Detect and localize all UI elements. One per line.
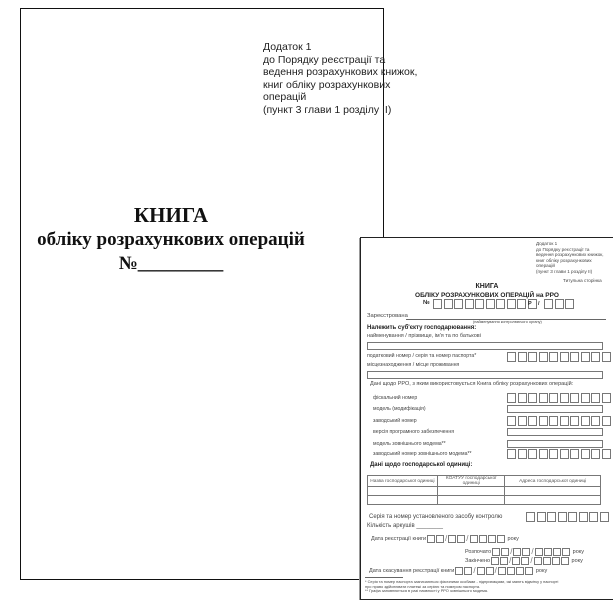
cover-subtitle: обліку розрахункових операцій: [37, 229, 305, 250]
date-digit-box[interactable]: [544, 548, 552, 556]
digit-box[interactable]: [549, 393, 558, 403]
date-slash: /: [510, 547, 513, 556]
footnote-divider: [365, 577, 403, 578]
date-slash: /: [473, 566, 476, 575]
digit-box[interactable]: [433, 299, 442, 309]
footnotes: [365, 580, 558, 594]
tax-number-label: податковий номер / серія та номер паспорта*: [367, 353, 477, 359]
date-digit-box[interactable]: [543, 557, 551, 565]
date-digit-box[interactable]: [525, 567, 533, 575]
digit-box[interactable]: [558, 512, 567, 522]
number-label: №: [423, 300, 430, 306]
digit-box[interactable]: [507, 416, 516, 426]
digit-box[interactable]: [465, 299, 474, 309]
digit-box[interactable]: [602, 449, 611, 459]
date-digit-box[interactable]: [501, 548, 509, 556]
appendix-line: книг обліку розрахункових: [263, 78, 391, 91]
digit-box[interactable]: [518, 352, 527, 362]
registered-label: Зареєстрована: [367, 313, 408, 319]
digit-box[interactable]: [518, 449, 527, 459]
digit-box[interactable]: [570, 416, 579, 426]
digit-box[interactable]: [581, 352, 590, 362]
table-header-row: [368, 476, 601, 487]
date-digit-box[interactable]: [436, 535, 444, 543]
footnote: про право здійснювати платежі за серією та номером паспорта.: [365, 583, 481, 589]
digit-box[interactable]: [570, 449, 579, 459]
sheets-label: Кількість аркушів ________: [367, 523, 444, 529]
cancel-date-label: Дата скасування реєстрації книги: [369, 567, 455, 574]
footnote: ** Графа заповнюється в разі наявності у РРО зовнішнього модема.: [365, 588, 489, 594]
year-label: року: [571, 557, 583, 564]
digit-box[interactable]: [518, 416, 527, 426]
date-digit-box[interactable]: [455, 567, 463, 575]
digit-box[interactable]: [454, 299, 463, 309]
date-slash: /: [530, 556, 533, 565]
date-digit-box[interactable]: [492, 548, 500, 556]
number-p: Р: [528, 301, 532, 307]
cover-number: №_________: [118, 253, 224, 274]
year-label: року: [507, 535, 519, 542]
location-field[interactable]: [367, 371, 603, 379]
page-label: Титульна сторінка: [563, 278, 602, 283]
digit-box[interactable]: [549, 416, 558, 426]
book-number-suffix-boxes[interactable]: [544, 299, 574, 309]
software-version-label: версія програмного забезпечення: [373, 429, 455, 435]
date-digit-box[interactable]: [479, 535, 487, 543]
digit-box[interactable]: [570, 393, 579, 403]
table-row[interactable]: [368, 496, 601, 505]
date-digit-box[interactable]: [448, 535, 456, 543]
digit-box[interactable]: [568, 512, 577, 522]
appendix-line: (пункт 3 глави 1 розділу II): [263, 103, 392, 116]
digit-box[interactable]: [486, 299, 495, 309]
owner-name-label: найменування / прізвище, ім'я та по батькові: [367, 333, 481, 339]
started-date[interactable]: [465, 547, 584, 556]
finished-label: Закінчено: [465, 557, 491, 564]
rro-heading: Дані щодо РРО, з яким використовується Книга обліку розрахункових операцій:: [370, 381, 574, 387]
control-series-label: Серія та номер установленого засобу контролю: [369, 514, 503, 520]
date-slash: /: [445, 534, 448, 543]
model-label: модель (модифікація): [373, 406, 426, 412]
digit-box[interactable]: [570, 352, 579, 362]
date-digit-box[interactable]: [488, 535, 496, 543]
digit-box[interactable]: [560, 352, 569, 362]
table-row[interactable]: [368, 487, 601, 496]
digit-box[interactable]: [528, 352, 537, 362]
date-digit-box[interactable]: [470, 535, 478, 543]
table-header: Адреса господарської одиниці: [505, 476, 601, 487]
fiscal-number-label: фіскальний номер: [373, 395, 418, 401]
digit-box[interactable]: [589, 512, 598, 522]
date-digit-box[interactable]: [498, 567, 506, 575]
appendix-line: ведення розрахункових книжок,: [263, 66, 418, 78]
tax-number-boxes[interactable]: [507, 352, 611, 362]
digit-box[interactable]: [591, 416, 600, 426]
date-digit-box[interactable]: [497, 535, 505, 543]
title-page: [360, 237, 613, 600]
digit-box[interactable]: [591, 393, 600, 403]
cancel-date[interactable]: [369, 566, 547, 575]
digit-box[interactable]: [539, 449, 548, 459]
year-label: року: [535, 567, 548, 574]
date-digit-box[interactable]: [562, 548, 570, 556]
digit-box[interactable]: [549, 449, 558, 459]
date-digit-box[interactable]: [553, 548, 561, 556]
date-digit-box[interactable]: [535, 548, 543, 556]
date-digit-box[interactable]: [522, 548, 530, 556]
date-digit-box[interactable]: [521, 557, 529, 565]
digit-box[interactable]: [602, 416, 611, 426]
modem-model-field[interactable]: [507, 440, 603, 448]
digit-box[interactable]: [526, 512, 535, 522]
digit-box[interactable]: [444, 299, 453, 309]
digit-box[interactable]: [517, 299, 526, 309]
digit-box[interactable]: [555, 299, 564, 309]
digit-box[interactable]: [528, 449, 537, 459]
reg-date[interactable]: [371, 534, 519, 543]
reg-date-label: Дата реєстрації книги: [371, 535, 427, 542]
digit-box[interactable]: [539, 352, 548, 362]
title-appendix: [536, 241, 604, 275]
software-version-field[interactable]: [507, 428, 603, 436]
digit-box[interactable]: [528, 416, 537, 426]
table-header: КОАТУУ господарської одиниці: [437, 476, 505, 487]
date-digit-box[interactable]: [534, 557, 542, 565]
digit-box[interactable]: [581, 393, 590, 403]
digit-box[interactable]: [565, 299, 574, 309]
serial-label: заводський номер: [373, 418, 417, 424]
finished-date[interactable]: [465, 556, 583, 565]
unit-heading: Дані щодо господарської одиниці:: [370, 462, 473, 468]
digit-box[interactable]: [507, 299, 516, 309]
control-series-boxes[interactable]: [526, 512, 609, 522]
date-digit-box[interactable]: [457, 535, 465, 543]
digit-box[interactable]: [528, 393, 537, 403]
appendix-line: Додаток 1: [536, 241, 558, 246]
appendix-line: до Порядку реєстрації та: [263, 53, 386, 66]
owner-heading: Належить суб'єкту господарювання:: [367, 325, 477, 331]
digit-box[interactable]: [475, 299, 484, 309]
digit-box[interactable]: [547, 512, 556, 522]
date-digit-box[interactable]: [491, 557, 499, 565]
date-digit-box[interactable]: [477, 567, 485, 575]
digit-box[interactable]: [560, 449, 569, 459]
digit-box[interactable]: [581, 416, 590, 426]
date-slash: /: [494, 566, 497, 575]
digit-box[interactable]: [544, 299, 553, 309]
digit-box[interactable]: [507, 393, 516, 403]
digit-box[interactable]: [560, 393, 569, 403]
digit-box[interactable]: [539, 393, 548, 403]
footnote: * Серія та номер паспорта зазначаються фізичними особами - підприємцями, які мають відмітку у паспорті: [365, 579, 559, 584]
modem-serial-label: заводський номер зовнішнього модема**: [373, 451, 472, 457]
digit-box[interactable]: [507, 352, 516, 362]
digit-box[interactable]: [600, 512, 609, 522]
digit-box[interactable]: [602, 393, 611, 403]
date-digit-box[interactable]: [513, 548, 521, 556]
digit-box[interactable]: [549, 352, 558, 362]
digit-box[interactable]: [591, 352, 600, 362]
model-field[interactable]: [507, 405, 603, 413]
date-slash: /: [509, 556, 512, 565]
unit-table: [367, 475, 601, 505]
subtitle: ОБЛІКУ РОЗРАХУНКОВИХ ОПЕРАЦІЙ на РРО: [415, 292, 559, 299]
started-label: Розпочато: [465, 548, 492, 555]
appendix-line: до Порядку реєстрації та: [536, 246, 590, 252]
appendix-line: ведення розрахункових книжок,: [536, 252, 604, 258]
date-slash: /: [466, 534, 469, 543]
digit-box[interactable]: [579, 512, 588, 522]
digit-box[interactable]: [507, 449, 516, 459]
appendix-line: операцій: [536, 263, 555, 269]
date-digit-box[interactable]: [464, 567, 472, 575]
cover-appendix: [263, 41, 417, 116]
digit-box[interactable]: [560, 416, 569, 426]
number-slash: /: [538, 301, 540, 307]
digit-box[interactable]: [602, 352, 611, 362]
book-number-boxes[interactable]: [433, 299, 537, 309]
digit-box[interactable]: [591, 449, 600, 459]
digit-box[interactable]: [518, 393, 527, 403]
digit-box[interactable]: [537, 512, 546, 522]
digit-box[interactable]: [496, 299, 505, 309]
digit-box[interactable]: [539, 416, 548, 426]
date-digit-box[interactable]: [500, 557, 508, 565]
date-digit-box[interactable]: [512, 557, 520, 565]
year-label: року: [572, 548, 584, 555]
table-header: Назва господарської одиниці: [368, 476, 438, 487]
appendix-line: (пункт 3 глави 1 розділу II): [536, 268, 593, 274]
digit-box[interactable]: [581, 449, 590, 459]
date-digit-box[interactable]: [516, 567, 524, 575]
owner-name-field[interactable]: [367, 342, 603, 350]
location-label: місцезнаходження / місце проживання: [367, 362, 460, 368]
date-digit-box[interactable]: [427, 535, 435, 543]
date-digit-box[interactable]: [486, 567, 494, 575]
appendix-line: книг обліку розрахункових: [536, 257, 592, 263]
date-slash: /: [531, 547, 534, 556]
fiscal-number-boxes[interactable]: [507, 393, 611, 403]
appendix-line: Додаток 1: [263, 41, 312, 53]
title: КНИГА: [475, 283, 499, 290]
serial-boxes[interactable]: [507, 416, 611, 426]
cover-title: КНИГА: [133, 203, 209, 227]
date-digit-box[interactable]: [507, 567, 515, 575]
modem-serial-boxes[interactable]: [507, 449, 611, 459]
appendix-line: операцій: [263, 91, 307, 103]
date-digit-box[interactable]: [561, 557, 569, 565]
registered-hint: (найменування контролюючого органу): [473, 320, 542, 324]
date-digit-box[interactable]: [552, 557, 560, 565]
modem-model-label: модель зовнішнього модема**: [373, 441, 446, 447]
